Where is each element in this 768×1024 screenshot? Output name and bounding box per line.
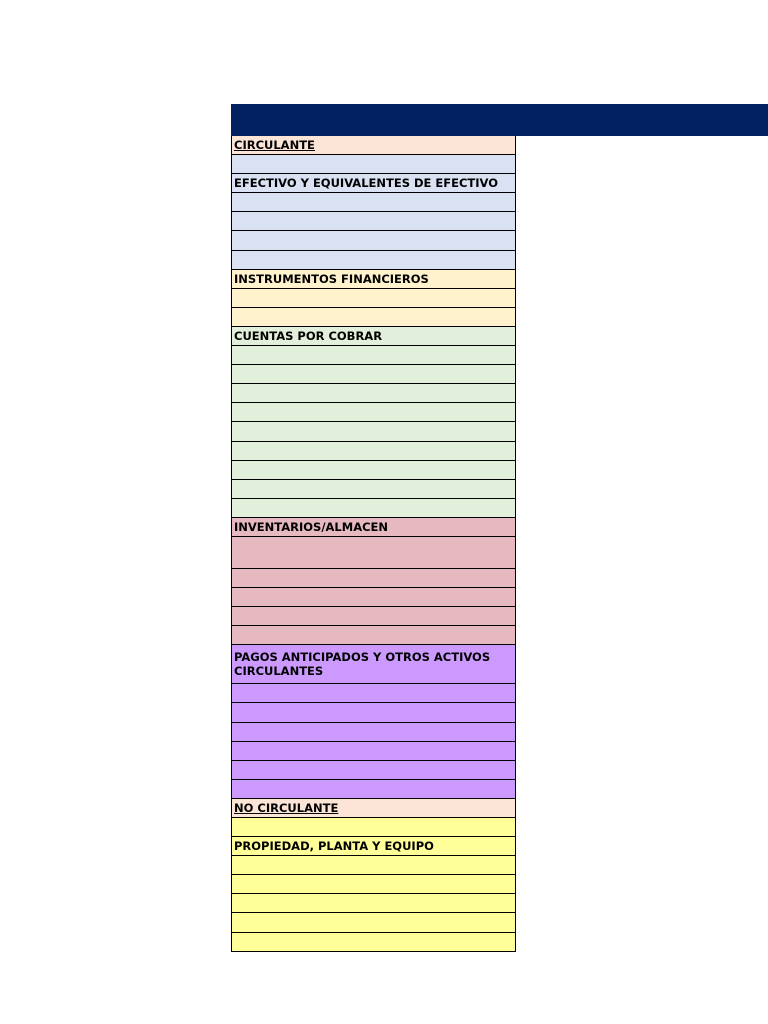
sheet-cell-row[interactable] [232,703,515,722]
sheet-cell-row[interactable] [232,742,515,761]
sheet-cell-row[interactable] [232,442,515,461]
sheet-cell-row[interactable] [232,780,515,799]
sheet-cell-row[interactable] [232,212,515,231]
sheet-cell-row[interactable] [232,875,515,894]
sheet-cell-row[interactable] [232,626,515,645]
sheet-cell-row[interactable] [232,933,515,952]
sheet-cell-row[interactable] [232,231,515,250]
section-header-row[interactable] [232,837,515,856]
sheet-cell-row[interactable] [232,588,515,607]
section-header-row[interactable] [232,327,515,346]
section-header-row[interactable] [232,518,515,537]
sheet-cell-row[interactable] [232,365,515,384]
sheet-cell-row[interactable] [232,480,515,499]
section-header-row[interactable] [232,174,515,193]
cell-label: INVENTARIOS/ALMACEN [234,519,389,534]
sheet-cell-row[interactable] [232,289,515,308]
sheet-cell-row[interactable] [232,193,515,212]
section-header-row[interactable] [232,270,515,289]
sheet-cell-row[interactable] [232,856,515,875]
section-header-row[interactable] [232,136,515,155]
sheet-cell-row[interactable] [232,403,515,422]
sheet-cell-row[interactable] [232,913,515,932]
sheet-cell-row[interactable] [232,461,515,480]
sheet-cell-row[interactable] [232,607,515,626]
sheet-cell-row[interactable] [232,684,515,703]
sheet-cell-row[interactable] [232,537,515,569]
cell-label: PAGOS ANTICIPADOS Y OTROS ACTIVOS CIRCULANTES [234,650,491,679]
sheet-cell-row[interactable] [232,761,515,780]
balance-sheet-column [231,136,516,952]
sheet-cell-row[interactable] [232,384,515,403]
cell-label: NO CIRCULANTE [234,800,339,815]
sheet-cell-row[interactable] [232,346,515,365]
sheet-cell-row[interactable] [232,723,515,742]
sheet-cell-row[interactable] [232,818,515,837]
sheet-cell-row[interactable] [232,308,515,327]
sheet-cell-row[interactable] [232,894,515,913]
sheet-cell-row[interactable] [232,155,515,174]
sheet-cell-row[interactable] [232,499,515,518]
cell-label: CIRCULANTE [234,138,315,152]
cell-label: INSTRUMENTOS FINANCIEROS [234,271,429,286]
cell-label: CUENTAS POR COBRAR [234,328,383,343]
sheet-cell-row[interactable] [232,251,515,270]
section-header-row[interactable] [232,645,515,684]
sheet-cell-row[interactable] [232,422,515,441]
section-header-row[interactable] [232,799,515,818]
cell-label: EFECTIVO Y EQUIVALENTES DE EFECTIVO [234,176,499,191]
cell-label: PROPIEDAD, PLANTA Y EQUIPO [234,839,434,854]
header-band [231,104,768,136]
sheet-cell-row[interactable] [232,569,515,588]
